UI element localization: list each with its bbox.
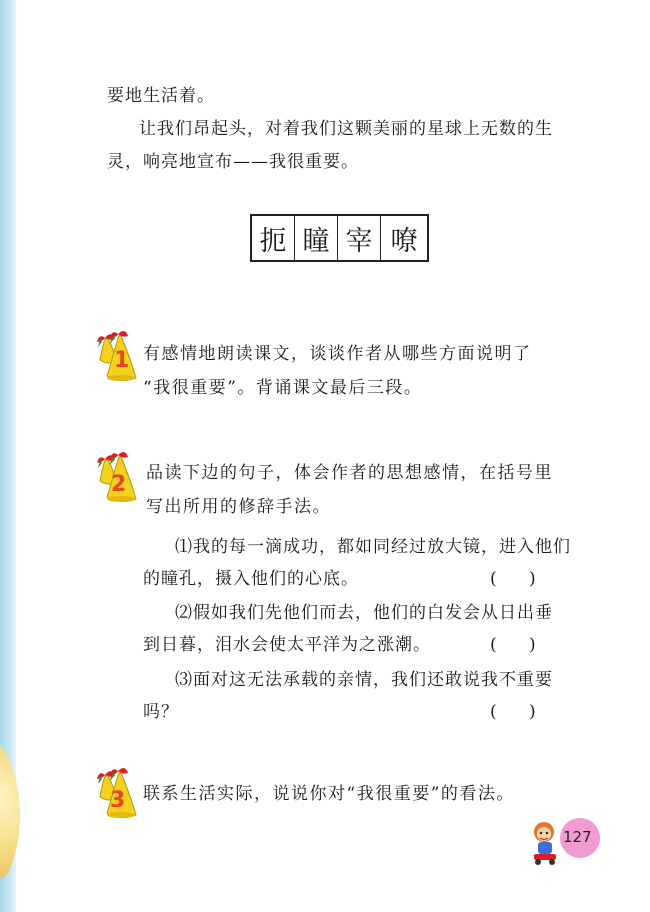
exercise-item-2-line-2: 到日暮，泪水会使太平洋为之涨潮。 <box>143 635 431 655</box>
vocab-char: 嘹 <box>390 225 418 257</box>
exercise-2-line-2: 写出所用的修辞手法。 <box>146 497 331 517</box>
passage-line-2: 让我们昂起头，对着我们这颗美丽的星球上无数的生 <box>139 119 553 139</box>
exercise-2-line-1: 品读下边的句子，体会作者的思想感情，在括号里 <box>146 463 553 483</box>
exercise-3-line-1: 联系生活实际，说说你对“我很重要”的看法。 <box>143 784 515 804</box>
exercise-item-2-line-1: ⑵假如我们先他们而去，他们的白发会从日出垂 <box>175 603 553 623</box>
passage-line-3: 灵，响亮地宣布——我很重要。 <box>107 152 359 172</box>
exercise-item-3-line-1: ⑶面对这无法承载的亲情，我们还敢说我不重要 <box>175 670 553 690</box>
exercise-number: 1 <box>114 348 130 373</box>
vocab-char: 瞳 <box>295 216 338 260</box>
exercise-item-1-line-2: 的瞳孔，摄入他们的心底。 <box>143 569 359 589</box>
exercise-item-3-line-2: 吗？ <box>143 702 179 722</box>
page-number: 127 <box>563 828 592 846</box>
exercise-item-1-line-1: ⑴我的每一滴成功，都如同经过放大镜，进入他们 <box>175 537 571 557</box>
exercise-number: 2 <box>111 472 127 497</box>
answer-blank[interactable]: ( ) <box>490 635 536 655</box>
exercise-1-line-2: “我很重要”。背诵课文最后三段。 <box>143 378 423 398</box>
answer-blank[interactable]: ( ) <box>490 702 536 722</box>
vocab-char: 宰 <box>338 216 381 260</box>
passage-line-1: 要地生活着。 <box>107 86 215 106</box>
vocab-char: 扼 <box>252 216 295 260</box>
exercise-1-line-1: 有感情地朗读课文，谈谈作者从哪些方面说明了 <box>143 344 532 364</box>
exercise-number: 3 <box>110 788 126 813</box>
answer-blank[interactable]: ( ) <box>490 569 536 589</box>
vocab-grid <box>250 214 429 262</box>
